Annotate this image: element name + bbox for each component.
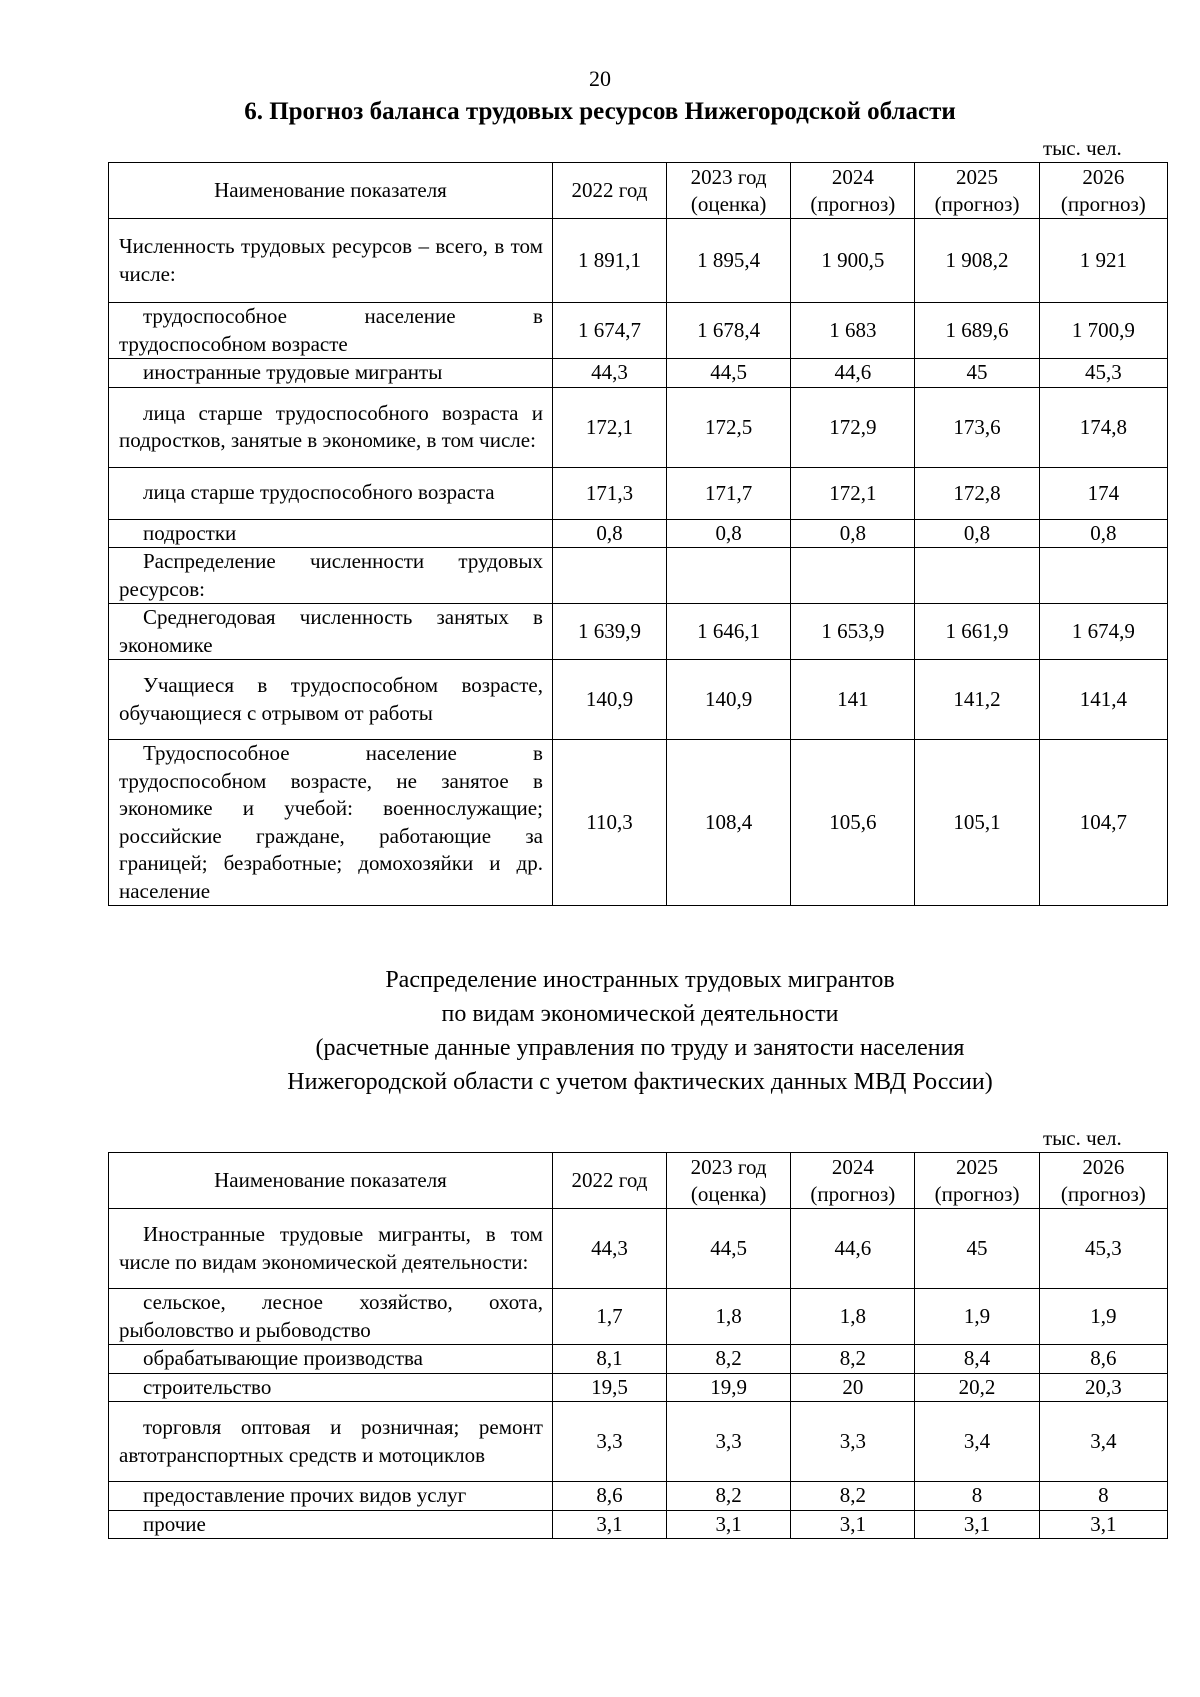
table-row (109, 303, 1168, 359)
row-label: прочие (109, 1510, 553, 1539)
value-cell: 105,1 (915, 740, 1039, 906)
value-cell: 3,1 (791, 1510, 915, 1539)
value-cell: 3,1 (552, 1510, 666, 1539)
value-cell: 171,3 (552, 467, 666, 519)
value-cell: 174 (1039, 467, 1167, 519)
value-cell: 3,3 (552, 1402, 666, 1482)
value-cell: 44,6 (791, 359, 915, 388)
value-cell: 1 683 (791, 303, 915, 359)
header-cell: Наименование показателя (109, 163, 553, 219)
value-cell: 1 921 (1039, 219, 1167, 303)
value-cell: 45,3 (1039, 1209, 1167, 1289)
row-label: Среднегодовая численность занятых в экономике (109, 604, 553, 660)
value-cell: 8 (1039, 1482, 1167, 1511)
value-cell: 3,1 (1039, 1510, 1167, 1539)
row-label: обрабатывающие производства (109, 1345, 553, 1374)
value-cell: 20 (791, 1373, 915, 1402)
value-cell: 1 900,5 (791, 219, 915, 303)
header-cell: 2023 год (оценка) (666, 1153, 790, 1209)
header-cell: 2024 (прогноз) (791, 1153, 915, 1209)
row-label: Распределение численности трудовых ресурсов: (109, 548, 553, 604)
value-cell: 3,1 (915, 1510, 1039, 1539)
value-cell: 45,3 (1039, 359, 1167, 388)
value-cell: 3,3 (791, 1402, 915, 1482)
table-row (109, 1510, 1168, 1539)
value-cell: 1,8 (666, 1289, 790, 1345)
table-header-row (109, 1153, 1168, 1209)
value-cell: 1 891,1 (552, 219, 666, 303)
value-cell: 0,8 (1039, 519, 1167, 548)
row-label: Иностранные трудовые мигранты, в том числе по видам экономической деятельности: (109, 1209, 553, 1289)
value-cell (915, 548, 1039, 604)
value-cell: 44,5 (666, 1209, 790, 1289)
value-cell: 1,7 (552, 1289, 666, 1345)
value-cell: 1 895,4 (666, 219, 790, 303)
value-cell: 172,9 (791, 387, 915, 467)
header-cell: 2025 (прогноз) (915, 163, 1039, 219)
value-cell: 104,7 (1039, 740, 1167, 906)
table-row (109, 1345, 1168, 1374)
value-cell: 3,1 (666, 1510, 790, 1539)
header-cell: 2024 (прогноз) (791, 163, 915, 219)
table-row (109, 660, 1168, 740)
table-row (109, 548, 1168, 604)
value-cell: 174,8 (1039, 387, 1167, 467)
value-cell: 140,9 (666, 660, 790, 740)
value-cell: 44,3 (552, 1209, 666, 1289)
row-label: торговля оптовая и розничная; ремонт автотранспортных средств и мотоциклов (109, 1402, 553, 1482)
value-cell: 172,1 (552, 387, 666, 467)
value-cell: 108,4 (666, 740, 790, 906)
subtitle-line: Нижегородской области с учетом фактических данных МВД России) (287, 1069, 993, 1095)
value-cell: 8,2 (666, 1482, 790, 1511)
table-row (109, 1482, 1168, 1511)
value-cell (1039, 548, 1167, 604)
table-row (109, 519, 1168, 548)
value-cell: 44,5 (666, 359, 790, 388)
value-cell: 8,6 (552, 1482, 666, 1511)
subtitle-line: (расчетные данные управления по труду и занятости населения (315, 1035, 965, 1061)
labor-balance-table (108, 162, 1168, 906)
value-cell: 3,4 (915, 1402, 1039, 1482)
value-cell: 173,6 (915, 387, 1039, 467)
value-cell: 8,2 (791, 1482, 915, 1511)
value-cell: 19,9 (666, 1373, 790, 1402)
page-number: 20 (589, 66, 611, 91)
header-cell: 2022 год (552, 163, 666, 219)
value-cell: 0,8 (915, 519, 1039, 548)
value-cell: 45 (915, 1209, 1039, 1289)
value-cell: 1 639,9 (552, 604, 666, 660)
value-cell: 1 661,9 (915, 604, 1039, 660)
value-cell: 8,1 (552, 1345, 666, 1374)
value-cell: 19,5 (552, 1373, 666, 1402)
value-cell: 0,8 (552, 519, 666, 548)
table-row (109, 1373, 1168, 1402)
header-cell: 2023 год (оценка) (666, 163, 790, 219)
units-label: тыс. чел. (1043, 1126, 1122, 1150)
value-cell: 141,4 (1039, 660, 1167, 740)
row-label: сельское, лесное хозяйство, охота, рыболовство и рыбоводство (109, 1289, 553, 1345)
row-label: трудоспособное население в трудоспособном возрасте (109, 303, 553, 359)
value-cell: 1 653,9 (791, 604, 915, 660)
header-cell: 2025 (прогноз) (915, 1153, 1039, 1209)
value-cell: 1 646,1 (666, 604, 790, 660)
value-cell: 3,3 (666, 1402, 790, 1482)
header-cell: Наименование показателя (109, 1153, 553, 1209)
value-cell: 141 (791, 660, 915, 740)
row-label: Учащиеся в трудоспособном возрасте, обучающиеся с отрывом от работы (109, 660, 553, 740)
table-row (109, 359, 1168, 388)
table-row (109, 1209, 1168, 1289)
value-cell: 1 674,7 (552, 303, 666, 359)
value-cell: 1 700,9 (1039, 303, 1167, 359)
value-cell (791, 548, 915, 604)
row-label: Трудоспособное население в трудоспособном возрасте, не занятое в экономике и учебой: военнослужащие; российские граждане, работающие за границей; безработные; домохозяйки и др. население (109, 740, 553, 906)
value-cell: 1 908,2 (915, 219, 1039, 303)
value-cell: 0,8 (666, 519, 790, 548)
value-cell: 1 674,9 (1039, 604, 1167, 660)
value-cell: 3,4 (1039, 1402, 1167, 1482)
value-cell: 8 (915, 1482, 1039, 1511)
value-cell: 105,6 (791, 740, 915, 906)
table-header-row (109, 163, 1168, 219)
value-cell: 1 689,6 (915, 303, 1039, 359)
value-cell (552, 548, 666, 604)
value-cell (666, 548, 790, 604)
value-cell: 110,3 (552, 740, 666, 906)
table-row (109, 467, 1168, 519)
table-row (109, 219, 1168, 303)
row-label: строительство (109, 1373, 553, 1402)
value-cell: 1 678,4 (666, 303, 790, 359)
value-cell: 1,9 (1039, 1289, 1167, 1345)
value-cell: 172,1 (791, 467, 915, 519)
value-cell: 8,2 (791, 1345, 915, 1374)
value-cell: 20,3 (1039, 1373, 1167, 1402)
value-cell: 141,2 (915, 660, 1039, 740)
table-row (109, 387, 1168, 467)
value-cell: 172,8 (915, 467, 1039, 519)
units-label: тыс. чел. (1043, 136, 1122, 160)
section-subtitle (120, 963, 1160, 1099)
value-cell: 172,5 (666, 387, 790, 467)
migrants-by-activity-table (108, 1152, 1168, 1539)
value-cell: 171,7 (666, 467, 790, 519)
value-cell: 44,3 (552, 359, 666, 388)
row-label: предоставление прочих видов услуг (109, 1482, 553, 1511)
row-label: иностранные трудовые мигранты (109, 359, 553, 388)
value-cell: 0,8 (791, 519, 915, 548)
row-label: лица старше трудоспособного возраста (109, 467, 553, 519)
value-cell: 8,4 (915, 1345, 1039, 1374)
row-label: подростки (109, 519, 553, 548)
subtitle-line: по видам экономической деятельности (441, 1001, 839, 1027)
value-cell: 1,8 (791, 1289, 915, 1345)
row-label: Численность трудовых ресурсов – всего, в том числе: (109, 219, 553, 303)
value-cell: 20,2 (915, 1373, 1039, 1402)
subtitle-line: Распределение иностранных трудовых мигрантов (385, 967, 895, 993)
header-cell: 2026 (прогноз) (1039, 163, 1167, 219)
value-cell: 44,6 (791, 1209, 915, 1289)
value-cell: 8,2 (666, 1345, 790, 1374)
table-row (109, 1289, 1168, 1345)
value-cell: 45 (915, 359, 1039, 388)
value-cell: 140,9 (552, 660, 666, 740)
value-cell: 8,6 (1039, 1345, 1167, 1374)
value-cell: 1,9 (915, 1289, 1039, 1345)
header-cell: 2026 (прогноз) (1039, 1153, 1167, 1209)
table-row (109, 604, 1168, 660)
table-row (109, 740, 1168, 906)
header-cell: 2022 год (552, 1153, 666, 1209)
table-row (109, 1402, 1168, 1482)
page-title: 6. Прогноз баланса трудовых ресурсов Нижегородской области (244, 98, 956, 125)
row-label: лица старше трудоспособного возраста и подростков, занятые в экономике, в том числе: (109, 387, 553, 467)
